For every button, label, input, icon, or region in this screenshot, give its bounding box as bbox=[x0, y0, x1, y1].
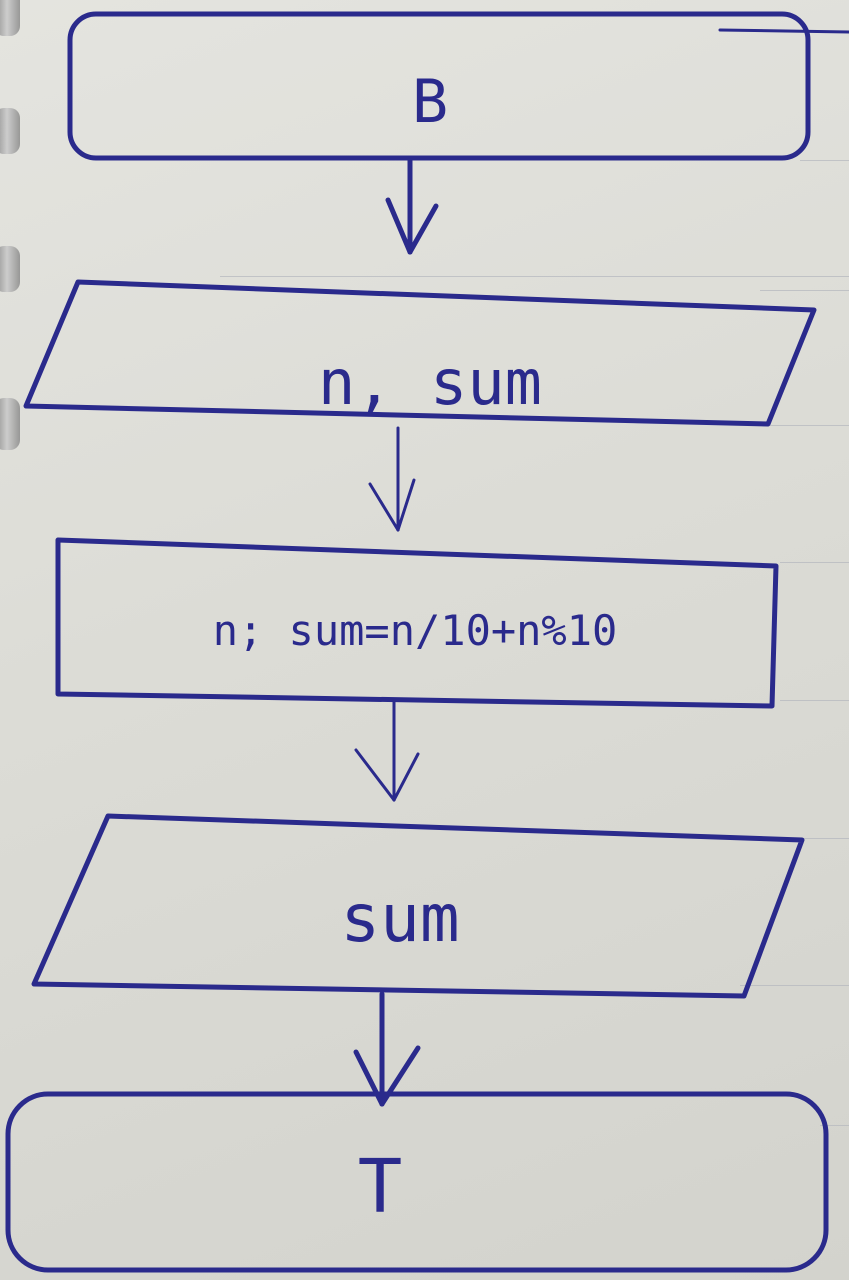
start-terminal-label: B bbox=[411, 67, 449, 137]
start-terminal-stroke-extension bbox=[720, 30, 849, 32]
arrow-start-to-input bbox=[388, 160, 436, 252]
process-rectangle-label: n; sum=n/10+n%10 bbox=[212, 606, 618, 655]
arrow-input-to-process bbox=[370, 428, 414, 530]
arrow-process-to-output bbox=[356, 702, 418, 800]
arrow-output-to-end bbox=[356, 994, 418, 1104]
output-parallelogram-label: sum bbox=[340, 880, 460, 957]
end-terminal-label: T bbox=[357, 1144, 403, 1230]
input-parallelogram-label: n, sum bbox=[318, 346, 542, 419]
